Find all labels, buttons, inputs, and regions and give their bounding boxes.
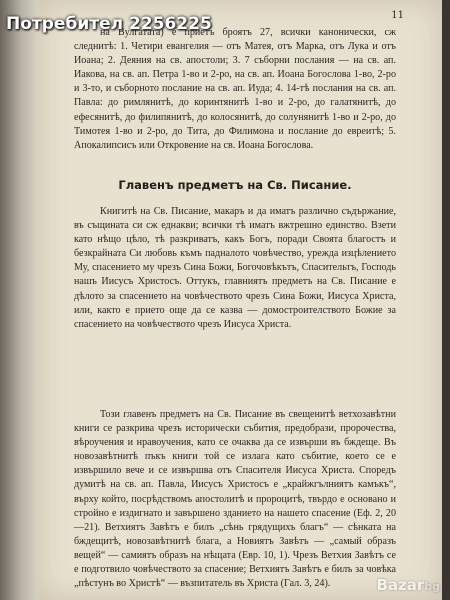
page-edge (0, 0, 38, 600)
seller-username-banner: Потребител 2256225 (6, 14, 212, 34)
watermark-suffix: bg (424, 580, 440, 593)
body-paragraph-2: Този главенъ предметъ на Св. Писание въ свещенитѣ ветхозавѣтни книги се разкрива чрезъ исторически събития, предобрази, пророчества, вѣроучения и нравоучения, като се очаква да се извърши въ бждеще. Въ новозавѣтнитѣ пъкъ книги той се излага като събитие, което се е извършило вече и се извършва отъ Спасителя Иисуса Христа. Споредъ думитѣ на св. ап. Павла, Иисусъ Христосъ е „крайжгълниятъ камъкъ“, върху който, посрѣдствомъ апостолитѣ и пророцитѣ, твърдо е основано и стройно е издигнато и завършено зданието на нашето спасение (Еф. 2, 20—21). Ветхиятъ Завѣтъ е билъ „сѣнь грядущихъ благъ“ — сѣнката на бждещитѣ, новозавѣтнитѣ блага, а Новиятъ Завѣтъ — „самый образъ вещей“ — самиятъ образъ на нѣщата (Евр. 10, 1). Чрезъ Ветхия Завѣтъ се е подготвило човѣчеството за спасение; Ветхиятъ Завѣтъ е билъ за човѣка „пѣстунъ во Христѣ“ — възпитатель въ Христа (Гал. 3, 24). (74, 409, 396, 590)
body-paragraph-1-block (74, 205, 396, 332)
site-watermark (376, 576, 440, 594)
body-paragraph-2-block (74, 408, 396, 591)
book-page (38, 0, 442, 600)
section-heading: Главенъ предметъ на Св. Писание. (118, 178, 352, 192)
top-paragraph-block (74, 26, 396, 153)
body-paragraph-1: Книгитѣ на Св. Писание, макаръ и да иматъ различно съдържание, въ същината си сж еднакви; всички тѣ иматъ вжтрешно единство. Взети като нѣщо цѣло, тѣ разкриватъ, какъ Богъ, поради Своята благостъ и безкрайната Си любовь къмъ падналото човѣчество, урежда изцѣлението Му, спасението му чрезъ Сина Божи, Богочовѣкътъ, Спасительтъ, Господь нашъ Иисусъ Христосъ. Оттукъ, главниятъ предметъ на Св. Писание е дѣлото за спасението на човѣчеството чрезъ Сина Божи, Иисуса Христа, или, както е прието още да се казва — домостроителството Божие за спасението на човѣчеството чрезъ Иисуса Христа. (74, 206, 396, 330)
page-number: 11 (391, 10, 404, 21)
top-paragraph: на Вулгатата) е приетъ броятъ 27, всички канонически, сж следнитѣ: 1. Четири евангелия — отъ Матея, отъ Марка, отъ Лука и отъ Иоана; 2. Деяния на св. апостоли; 3. 7 съборни послания — на св. ап. Иакова, на св. ап. Петра 1-во и 2-ро, на св. ап. Иоана Богослова 1-во, 2-ро и 3-то, и съборното послание на св. ап. Иуда; 4. 14-тѣ послания на св. ап. Павла: до римлянитѣ, до коринтянитѣ 1-во и 2-ро, до галатянитѣ, до ефесянитѣ, до филипянитѣ, до колосянитѣ, до солунянитѣ 1-во и 2-ро, до Тимотея 1-во и 2-ро, до Тита, до Филимона и послание до евреитѣ; 5. Апокалипсисъ или Откровение на св. Иоана Богослова. (74, 27, 396, 151)
watermark-brand: Bazar (376, 576, 425, 594)
